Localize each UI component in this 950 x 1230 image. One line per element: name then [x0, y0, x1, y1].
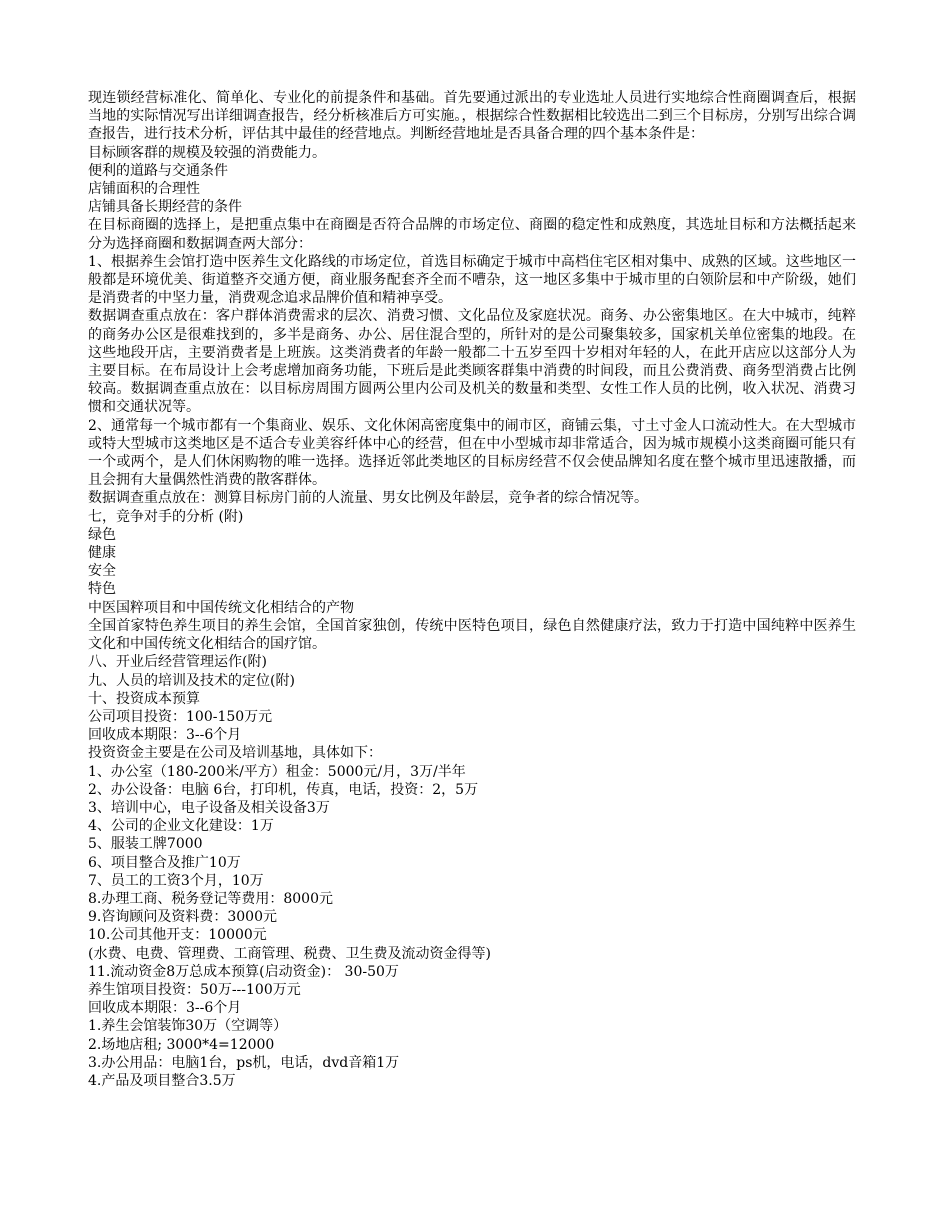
budget-item: 11.流动资金8万总成本预算(启动资金)： 30-50万: [88, 963, 399, 980]
budget-item: 4、公司的企业文化建设：1万: [88, 818, 274, 835]
budget-item: 10.公司其他开支：10000元: [88, 927, 267, 944]
budget-item: 7、员工的工资3个月，10万: [88, 872, 264, 889]
budget-item: 6、项目整合及推广10万: [88, 854, 241, 871]
budget-line: 回收成本期限：3--6个月: [88, 1000, 242, 1017]
budget-item: 2、办公设备：电脑 6台，打印机，传真，电话，投资：2，5万: [88, 781, 479, 798]
paragraph: 在目标商圈的选择上，是把重点集中在商圈是否符合品牌的市场定位、商圈的稳定性和成熟度，其选址目标和方法概括起来分为选择商圈和数据调查两大部分：: [88, 217, 856, 252]
list-item: 目标顾客群的规模及较强的消费能力。: [88, 144, 326, 161]
budget-item: 5、服装工牌7000: [88, 836, 203, 853]
budget-item: 3、培训中心，电子设备及相关设备3万: [88, 799, 330, 816]
paragraph: 1、根据养生会馆打造中医养生文化路线的市场定位，首选目标确定于城市中高档住宅区相对集中、成熟的区域。这些地区一般都是环境优美、街道整齐交通方便，商业服务配套齐全而不嘈杂，这一地区多集中于城市里的白领阶层和中产阶级，她们是消费者的中坚力量，消费观念追求品牌价值和精神享受。: [88, 253, 856, 307]
list-item: 店铺面积的合理性: [88, 181, 200, 198]
list-item: 便利的道路与交通条件: [88, 162, 228, 179]
budget-note: (水费、电费、管理费、工商管理、税费、卫生费及流动资金得等): [88, 945, 491, 962]
section-heading: 十、投资成本预算: [88, 690, 200, 707]
paragraph: 2、通常每一个城市都有一个集商业、娱乐、文化休闲高密度集中的闹市区，商铺云集，寸土寸金人口流动性大。在大型城市或特大型城市这类地区是不适合专业美容纤体中心的经营，但在中小型城市却非常适合，因为城市规模小这类商圈可能只有一个或两个，是人们休闲购物的唯一选择。选择近邻此类地区的目标房经营不仅会使品牌知名度在整个城市里迅速散播，而且会拥有大量偶然性消费的散客群体。: [88, 417, 856, 489]
paragraph: 数据调查重点放在：测算目标房门前的人流量、男女比例及年龄层，竞争者的综合情况等。: [88, 490, 648, 507]
budget-item: 9.咨询顾问及资料费：3000元: [88, 909, 277, 926]
paragraph: 数据调查重点放在：客户群体消费需求的层次、消费习惯、文化品位及家庭状况。商务、办公密集地区。在大中城市，纯粹的商务办公区是很难找到的，多半是商务、办公、居住混合型的，所针对的是公司聚集较多，国家机关单位密集的地段。在这些地段开店，主要消费者是上班族。这类消费者的年龄一般都二十五岁至四十岁相对年轻的人，在此开店应以这部分人为主要目标。在布局设计上会考虑增加商务功能，下班后是此类顾客群集中消费的时间段，而且公费消费、商务型消费占比例较高。数据调查重点放在：以目标房周围方圆两公里内公司及机关的数量和类型、女性工作人员的比例，收入状况、消费习惯和交通状况等。: [88, 308, 856, 416]
section-heading: 九、人员的培训及技术的定位(附): [88, 672, 295, 689]
list-item: 健康: [88, 545, 116, 562]
budget-item: 1.养生会馆装饰30万（空调等）: [88, 1018, 288, 1035]
list-item: 安全: [88, 563, 116, 580]
budget-item: 4.产品及项目整合3.5万: [88, 1072, 236, 1089]
document-body: [88, 89, 856, 1090]
paragraph: 投资资金主要是在公司及培训基地，具体如下：: [88, 745, 382, 762]
list-item: 绿色: [88, 526, 116, 543]
budget-item: 2.场地店租; 3000*4=12000: [88, 1036, 275, 1053]
paragraph: 现连锁经营标准化、简单化、专业化的前提条件和基础。首先要通过派出的专业选址人员进行实地综合性商圈调查后，根据当地的实际情况写出详细调查报告，经分析核准后方可实施。，根据综合性数据相比较选出二到三个目标房，分别写出综合调查报告，进行技术分析，评估其中最佳的经营地点。判断经营地址是否具备合理的四个基本条件是：: [88, 90, 856, 143]
section-heading: 七，竞争对手的分析 (附): [88, 508, 244, 525]
budget-line: 公司项目投资：100-150万元: [88, 708, 273, 725]
section-heading: 八、开业后经营管理运作(附): [88, 654, 267, 671]
paragraph: 中医国粹项目和中国传统文化相结合的产物: [88, 599, 354, 616]
budget-line: 回收成本期限：3--6个月: [88, 727, 242, 744]
list-item: 特色: [88, 581, 116, 598]
budget-item: 3.办公用品：电脑1台，ps机，电话，dvd音箱1万: [88, 1054, 400, 1071]
list-item: 店铺具备长期经营的条件: [88, 199, 242, 216]
budget-item: 1、办公室（180-200米/平方）租金：5000元/月，3万/半年: [88, 763, 466, 780]
budget-line: 养生馆项目投资：50万---100万元: [88, 981, 301, 998]
paragraph: 全国首家特色养生项目的养生会馆，全国首家独创，传统中医特色项目，绿色自然健康疗法，致力于打造中国纯粹中医养生文化和中国传统文化相结合的国疗馆。: [88, 617, 856, 653]
budget-item: 8.办理工商、税务登记等费用：8000元: [88, 890, 333, 907]
